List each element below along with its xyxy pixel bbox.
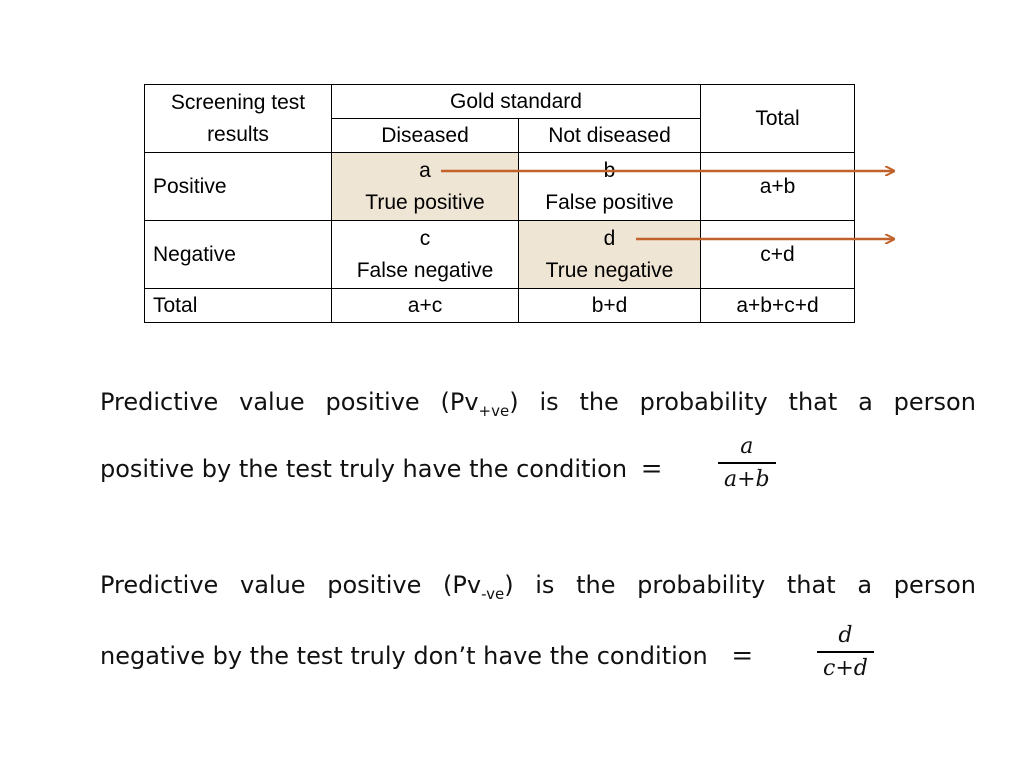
ppv-word: Predictive xyxy=(100,388,219,416)
table-row-total xyxy=(145,289,855,323)
row-label-positive: Positive xyxy=(145,153,332,221)
cell-total-positive: a+b xyxy=(701,153,855,221)
ppv-abbrev-pre: (Pv xyxy=(440,388,479,416)
ppv-word: value xyxy=(239,388,305,416)
header-diseased: Diseased xyxy=(332,119,519,153)
header-screening-line2: results xyxy=(207,122,269,146)
header-screening-line1: Screening test xyxy=(170,90,306,114)
ppv-denominator: a+b xyxy=(724,467,770,492)
table-row-negative xyxy=(145,221,855,289)
row-label-negative: Negative xyxy=(145,221,332,289)
cell-total-negative: c+d xyxy=(701,221,855,289)
npv-abbrev-post: ) xyxy=(504,571,514,599)
cell-false-positive xyxy=(519,153,701,221)
ppv-line1 xyxy=(100,388,976,420)
npv-word: that xyxy=(786,571,836,599)
cell-letter-a: a xyxy=(419,158,431,182)
table-row-positive xyxy=(145,153,855,221)
cell-letter-d: d xyxy=(603,226,616,250)
ppv-line2-text: positive by the test truly have the condition xyxy=(100,455,628,483)
npv-word: probability xyxy=(637,571,766,599)
npv-word: positive xyxy=(327,571,422,599)
ppv-word: a xyxy=(858,388,873,416)
npv-abbrev-sub: -ve xyxy=(481,585,505,603)
ppv-fraction xyxy=(718,434,776,493)
cell-text-true-negative: True negative xyxy=(545,258,674,282)
npv-line1 xyxy=(100,571,976,603)
header-total: Total xyxy=(701,85,855,153)
npv-word: Predictive xyxy=(100,571,219,599)
header-not-diseased: Not diseased xyxy=(519,119,701,153)
cell-true-negative xyxy=(519,221,701,289)
ppv-word: probability xyxy=(639,388,768,416)
npv-denominator: c+d xyxy=(823,656,868,681)
cell-grand-total: a+b+c+d xyxy=(701,289,855,323)
npv-abbrev xyxy=(443,571,514,603)
cell-true-positive xyxy=(332,153,519,221)
ppv-word: positive xyxy=(325,388,420,416)
row-label-total: Total xyxy=(145,289,332,323)
cell-text-false-positive: False positive xyxy=(545,190,674,214)
cell-total-not-diseased: b+d xyxy=(519,289,701,323)
ppv-abbrev xyxy=(440,388,519,420)
ppv-word: person xyxy=(893,388,976,416)
npv-equals: = xyxy=(731,641,754,671)
npv-line2 xyxy=(100,641,753,671)
npv-paragraph xyxy=(100,571,976,681)
header-screening-results xyxy=(145,85,332,153)
cell-letter-c: c xyxy=(419,226,431,250)
ppv-equals: = xyxy=(640,454,663,484)
cell-text-true-positive: True positive xyxy=(365,190,485,214)
npv-word: a xyxy=(857,571,873,599)
cell-text-false-negative: False negative xyxy=(356,258,494,282)
ppv-numerator: a xyxy=(740,434,754,459)
cell-total-diseased: a+c xyxy=(332,289,519,323)
ppv-word: the xyxy=(579,388,619,416)
npv-fraction xyxy=(817,623,874,682)
cell-letter-b: b xyxy=(603,158,616,182)
screening-test-table xyxy=(144,84,855,323)
npv-numerator: d xyxy=(838,623,853,648)
ppv-line2 xyxy=(100,454,663,484)
header-gold-standard: Gold standard xyxy=(332,85,701,119)
ppv-word: is xyxy=(539,388,559,416)
npv-fraction-bar xyxy=(817,651,874,653)
ppv-fraction-bar xyxy=(718,462,776,464)
cell-false-negative xyxy=(332,221,519,289)
npv-word: value xyxy=(239,571,306,599)
npv-word: person xyxy=(893,571,976,599)
npv-word: is xyxy=(535,571,555,599)
npv-abbrev-pre: (Pv xyxy=(443,571,482,599)
ppv-word: that xyxy=(788,388,838,416)
ppv-paragraph xyxy=(100,388,976,492)
ppv-abbrev-post: ) xyxy=(509,388,519,416)
npv-line2-text: negative by the test truly don’t have the condition xyxy=(100,642,708,670)
ppv-abbrev-sub: +ve xyxy=(478,402,510,420)
npv-word: the xyxy=(576,571,616,599)
